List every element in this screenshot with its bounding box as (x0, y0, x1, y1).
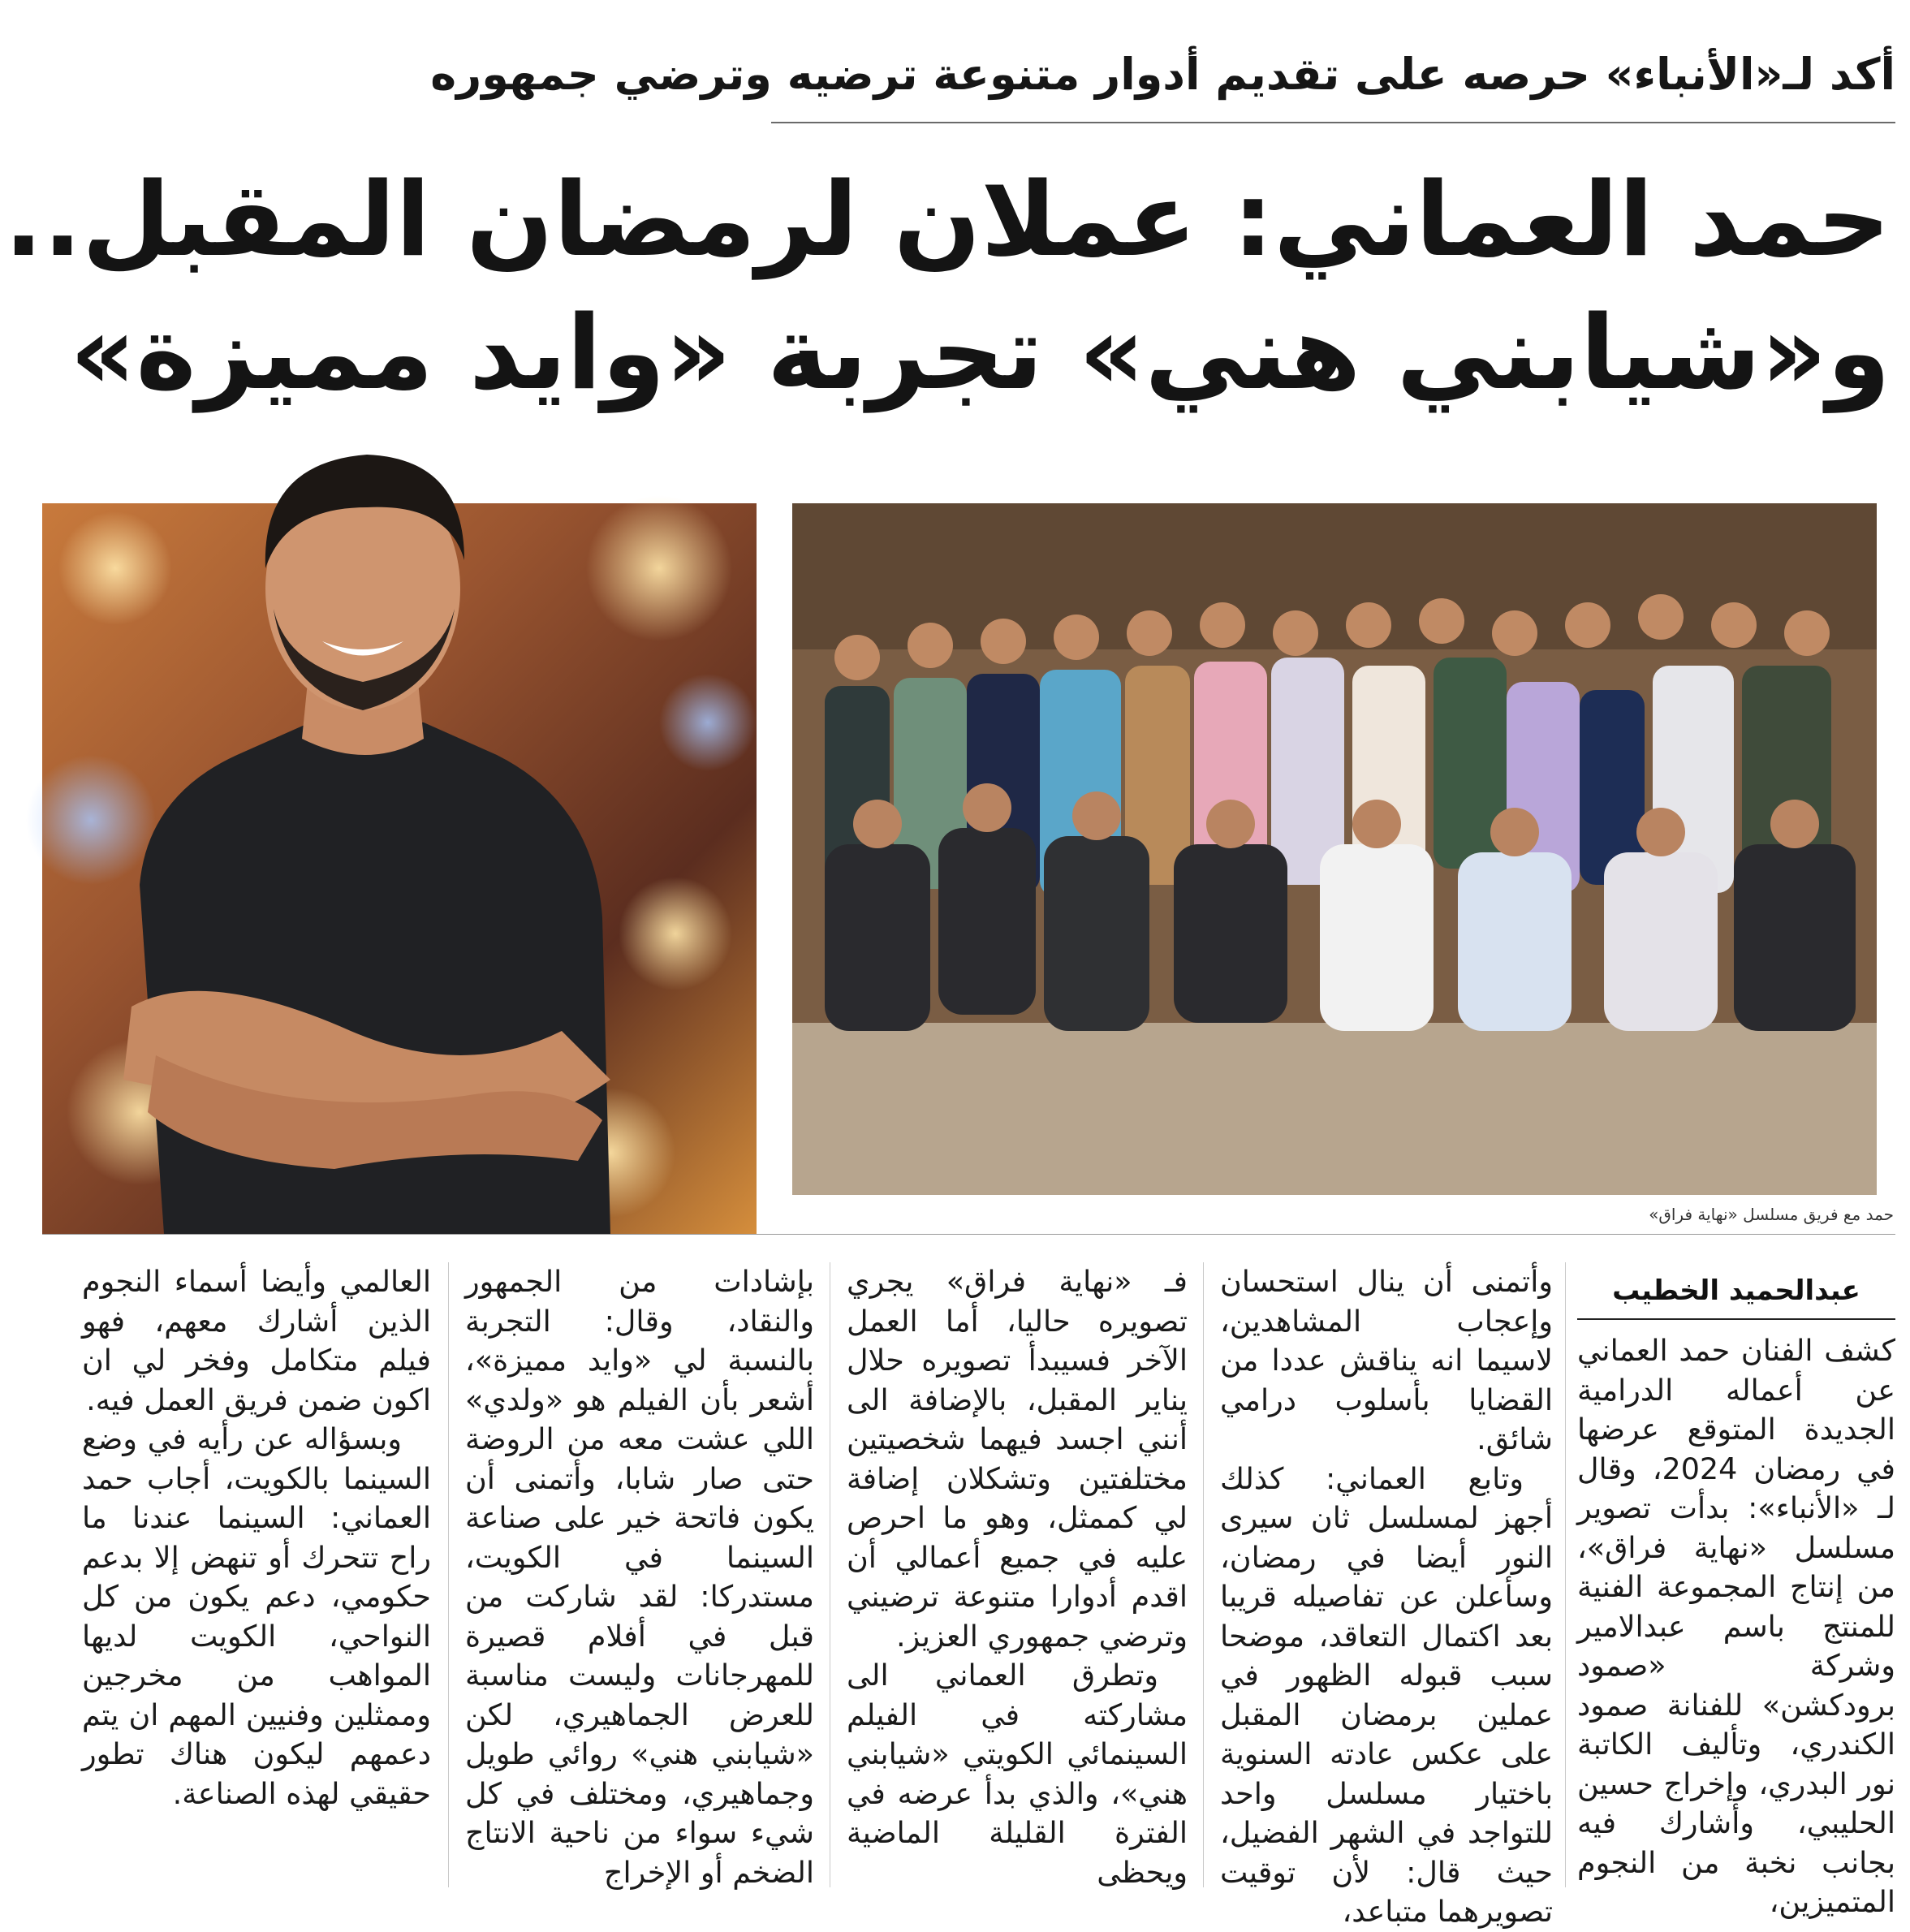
kicker-rule (771, 122, 1895, 123)
article-column-4 (465, 1262, 814, 1890)
column-paragraph: فـ «نهاية فراق» يجري تصويره حاليا، أما العمل الآخر فسيبدأ تصويره حلال يناير المقبل، بالإضافة الى أنني اجسد فيهما شخصيتين مختلفتين وتشكلان إضافة لي كممثل، وهو ما احرص عليه في جميع أعمالي أن اقدم أدوارا متنوعة ترضيني وترضي جمهوري العزيز. (847, 1264, 1188, 1654)
column-divider (448, 1262, 449, 1887)
column-paragraph: وتابع العماني: كذلك أجهز لمسلسل ثان سيرى النور أيضا في رمضان، وسأعلن عن تفاصيله قريبا بعد اكتمال التعاقد، موضحا سبب قبوله الظهور في عملين برمضان المقبل على عكس عادته السنوية باختيار مسلسل واحد للتواجد في الشهر الفضيل، حيث قال: لأن توقيت تصويرهما متباعد، (1220, 1460, 1553, 1929)
article-column-1 (1577, 1331, 1895, 1919)
column-paragraph: كشف الفنان حمد العماني عن أعماله الدرامية الجديدة المتوقع عرضها في رمضان 2024، وقال لـ «الأنباء»: بدأت تصوير مسلسل «نهاية فراق»، من إنتاج المجموعة الفنية للمنتج باسم عبدالامير وشركة «صمود برودكشن» للفنانة صمود الكندري، وتأليف الكاتبة نور البدري، وإخراج حسين الحليبي، وأشارك فيه بجانب نخبة من النجوم المتميزين، (1577, 1333, 1895, 1919)
byline: عبدالحميد الخطيب (1577, 1266, 1895, 1320)
article-column-3 (847, 1262, 1188, 1890)
column-divider (1565, 1262, 1566, 1887)
group-photo (792, 503, 1877, 1195)
headline-line-1: حمد العماني: عملان لرمضان المقبل.. (4, 160, 1891, 279)
column-paragraph: وتطرق العماني الى مشاركته في الفيلم السينمائي الكويتي «شيابني هني»، والذي بدأ عرضه في الفترة القليلة الماضية ويحظى (847, 1658, 1188, 1890)
photo-caption: حمد مع فريق مسلسل «نهاية فراق» (1649, 1205, 1894, 1224)
column-paragraph: العالمي وأيضا أسماء النجوم الذين أشارك معهم، فهو فيلم متكامل وفخر لي ان اكون ضمن فريق العمل فيه. (82, 1264, 431, 1417)
column-paragraph: وبسؤاله عن رأيه في وضع السينما بالكويت، أجاب حمد العماني: السينما عندنا ما راح تتحرك أو تنهض إلا بدعم حكومي، دعم يكون من كل النواحي، الكويت لديها المواهب من مخرجين وممثلين وفنيين المهم ان يتم دعمهم ليكون هناك تطور حقيقي لهذه الصناعة. (82, 1421, 431, 1811)
headline-line-2: و«شيابني هني» تجربة «وايد مميزة» (69, 293, 1891, 412)
column-divider (1203, 1262, 1204, 1887)
caption-rule (42, 1234, 1895, 1235)
column-paragraph: بإشادات من الجمهور والنقاد، وقال: التجربة بالنسبة لي «وايد مميزة»، أشعر بأن الفيلم هو «ولدي» اللي عشت معه من الروضة حتى صار شابا، وأتمنى أن يكون فاتحة خير على صناعة السينما في الكويت، مستدركا: لقد شاركت من قبل في أفلام قصيرة للمهرجانات وليست مناسبة للعرض الجماهيري، لكن «شيابني هني» روائي طويل وجماهيري، ومختلف في كل شيء سواء من ناحية الانتاج الضخم أو الإخراج (465, 1264, 814, 1890)
kicker-subheadline: أكد لـ«الأنباء» حرصه على تقديم أدوار متنوعة ترضيه وترضي جمهوره (430, 49, 1895, 100)
article-column-5 (82, 1262, 431, 1887)
column-paragraph: وأتمنى أن ينال استحسان وإعجاب المشاهدين، لاسيما انه يناقش عددا من القضايا بأسلوب درامي شائق. (1220, 1264, 1553, 1456)
article-column-2 (1220, 1262, 1553, 1929)
portrait-photo (42, 503, 757, 1234)
